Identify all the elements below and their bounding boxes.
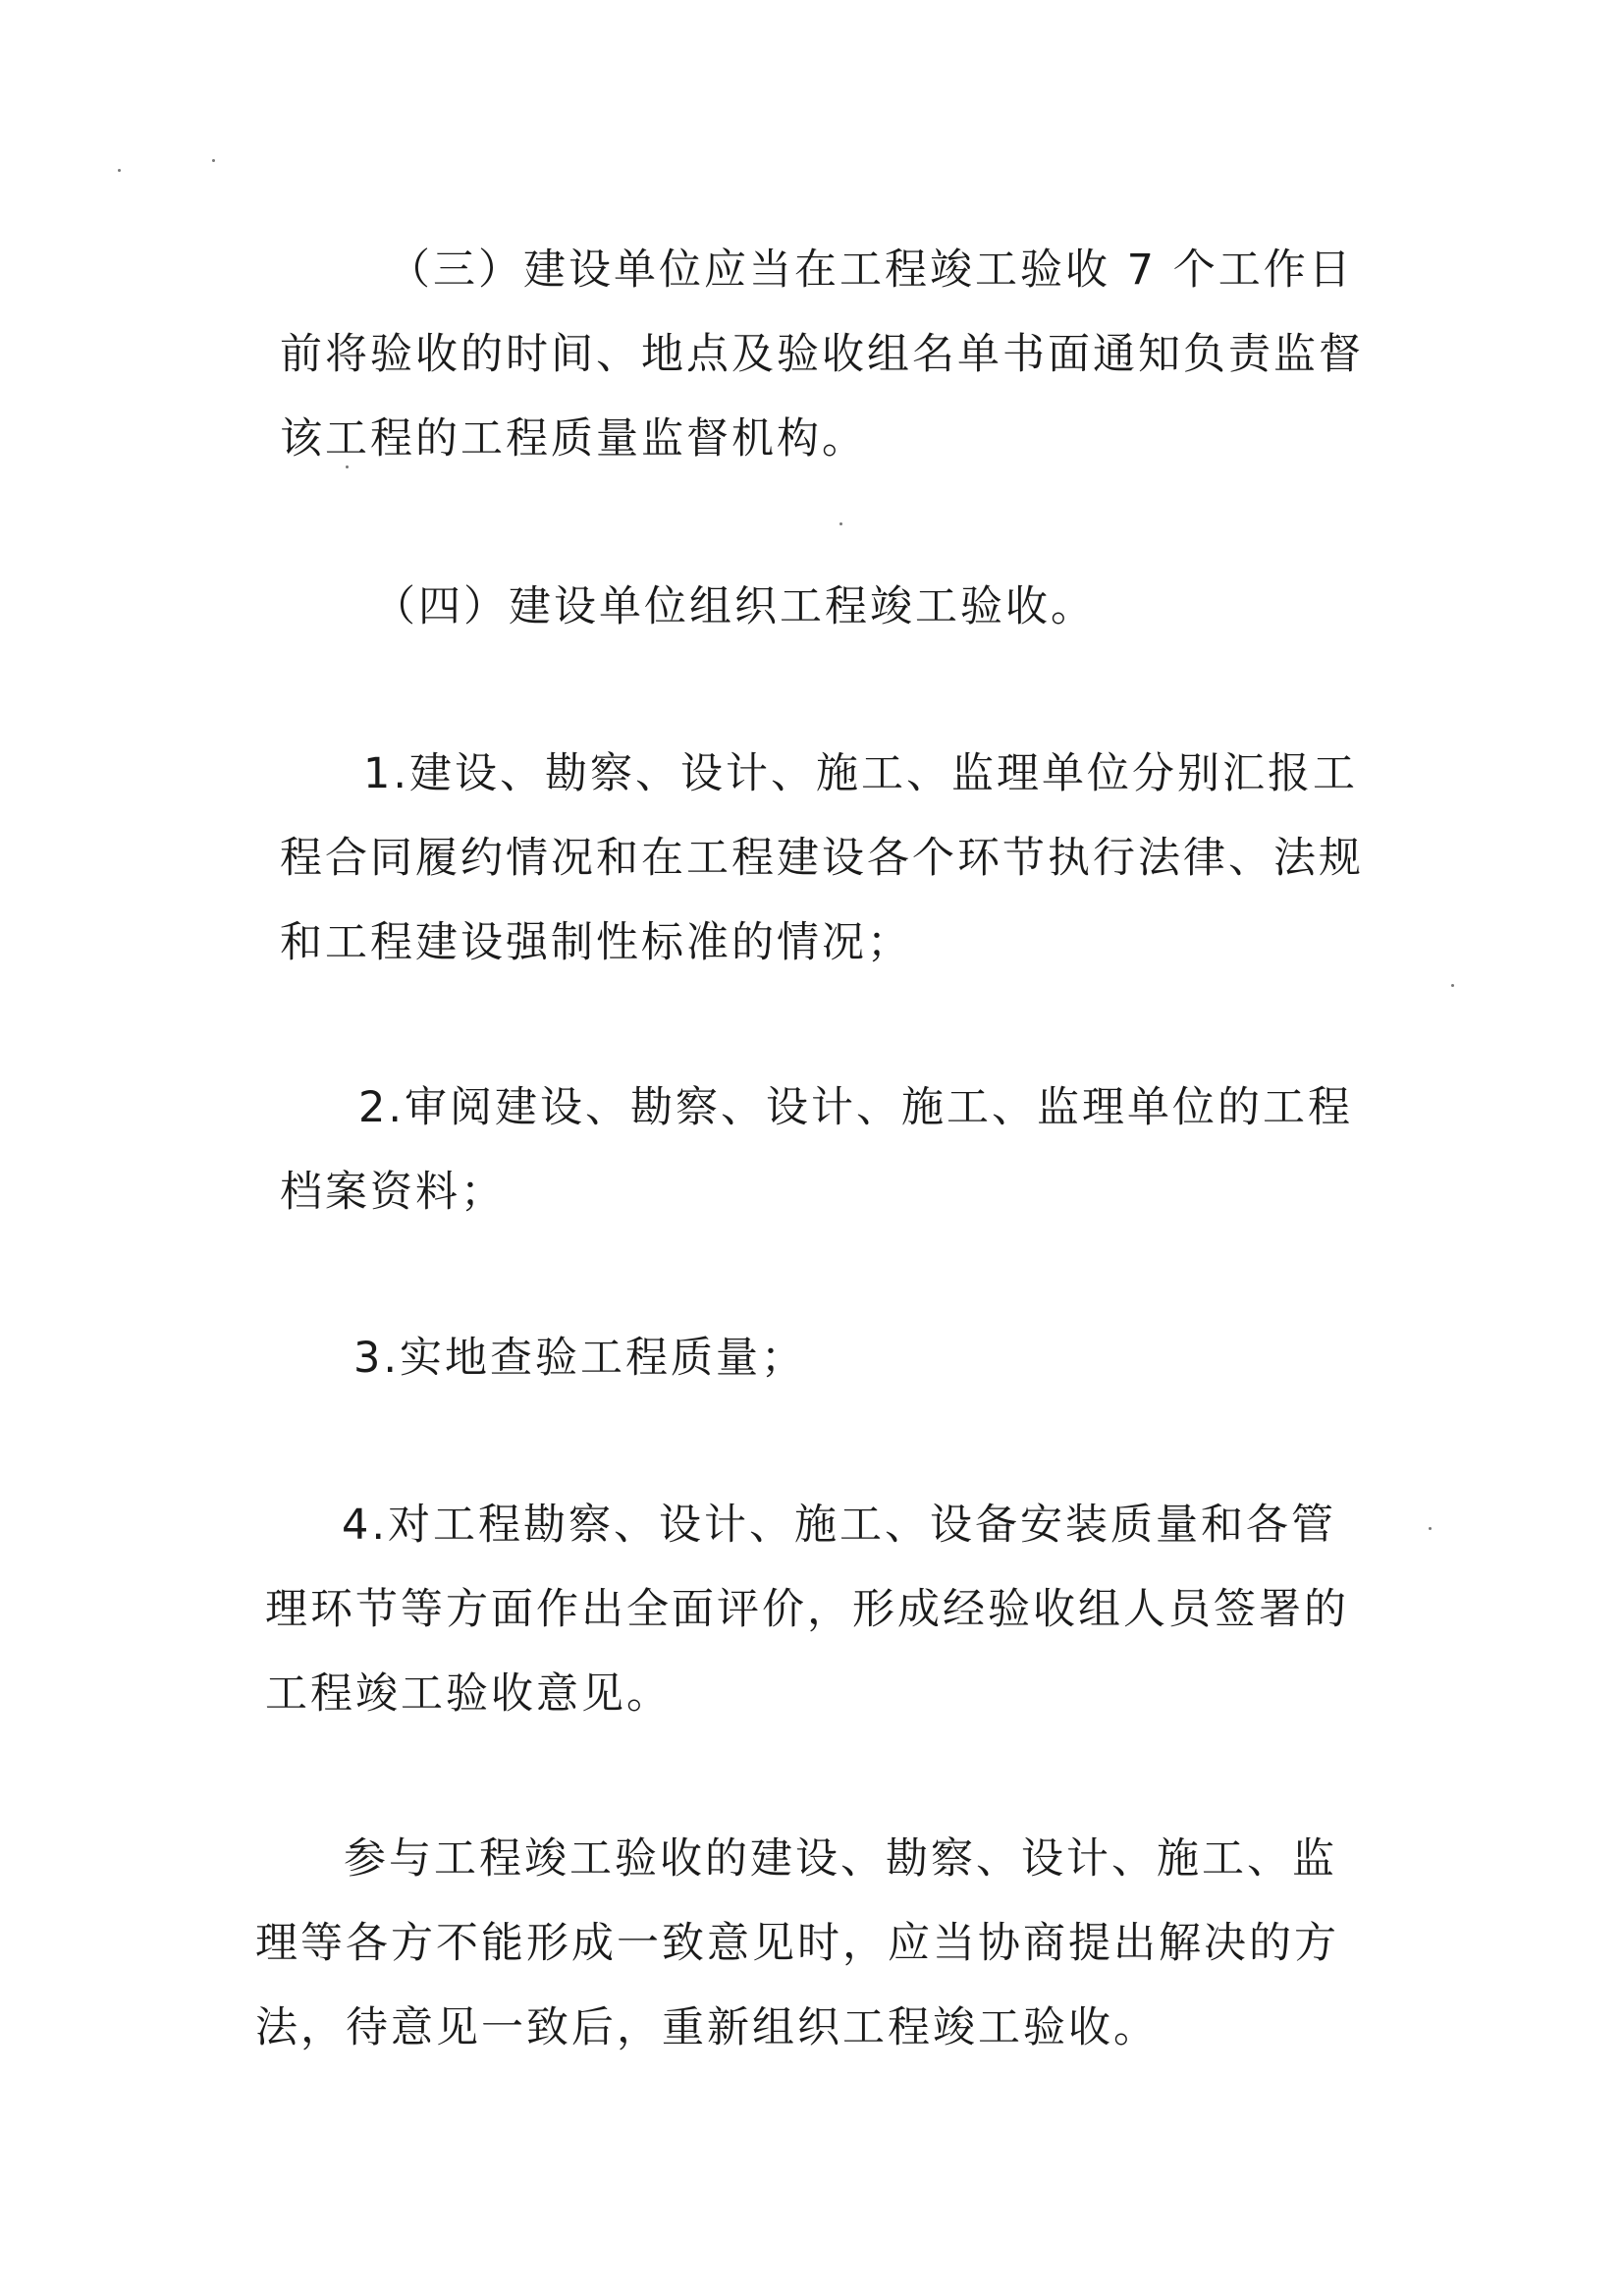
paragraph-organize-acceptance: （四）建设单位组织工程竣工验收。 <box>373 582 1096 631</box>
scan-speck <box>1451 984 1454 987</box>
paragraph-item-2-review: 2.审阅建设、勘察、设计、施工、监理单位的工程档案资料； <box>280 1083 1354 1217</box>
scan-speck <box>1429 1527 1432 1530</box>
scan-speck <box>839 522 842 525</box>
paragraph-disagreement: 参与工程竣工验收的建设、勘察、设计、施工、监理等各方不能形成一致意见时，应当协商提出解决的方法，待意见一致后，重新组织工程竣工验收。 <box>255 1834 1339 2052</box>
paragraph-item-1-report: 1.建设、勘察、设计、施工、监理单位分别汇报工程合同履约情况和在工程建设各个环节执行法律、法规和工程建设强制性标准的情况； <box>280 749 1364 967</box>
scan-speck <box>118 169 121 172</box>
scan-speck <box>212 159 215 162</box>
paragraph-acceptance-notice: （三）建设单位应当在工程竣工验收 7 个工作日前将验收的时间、地点及验收组名单书面通知负责监督该工程的工程质量监督机构。 <box>280 246 1364 464</box>
paragraph-item-3-inspect: 3.实地查验工程质量； <box>353 1334 807 1383</box>
paragraph-item-4-evaluate: 4.对工程勘察、设计、施工、设备安装质量和各管理环节等方面作出全面评价，形成经验收组人员签署的工程竣工验收意见。 <box>265 1501 1349 1719</box>
